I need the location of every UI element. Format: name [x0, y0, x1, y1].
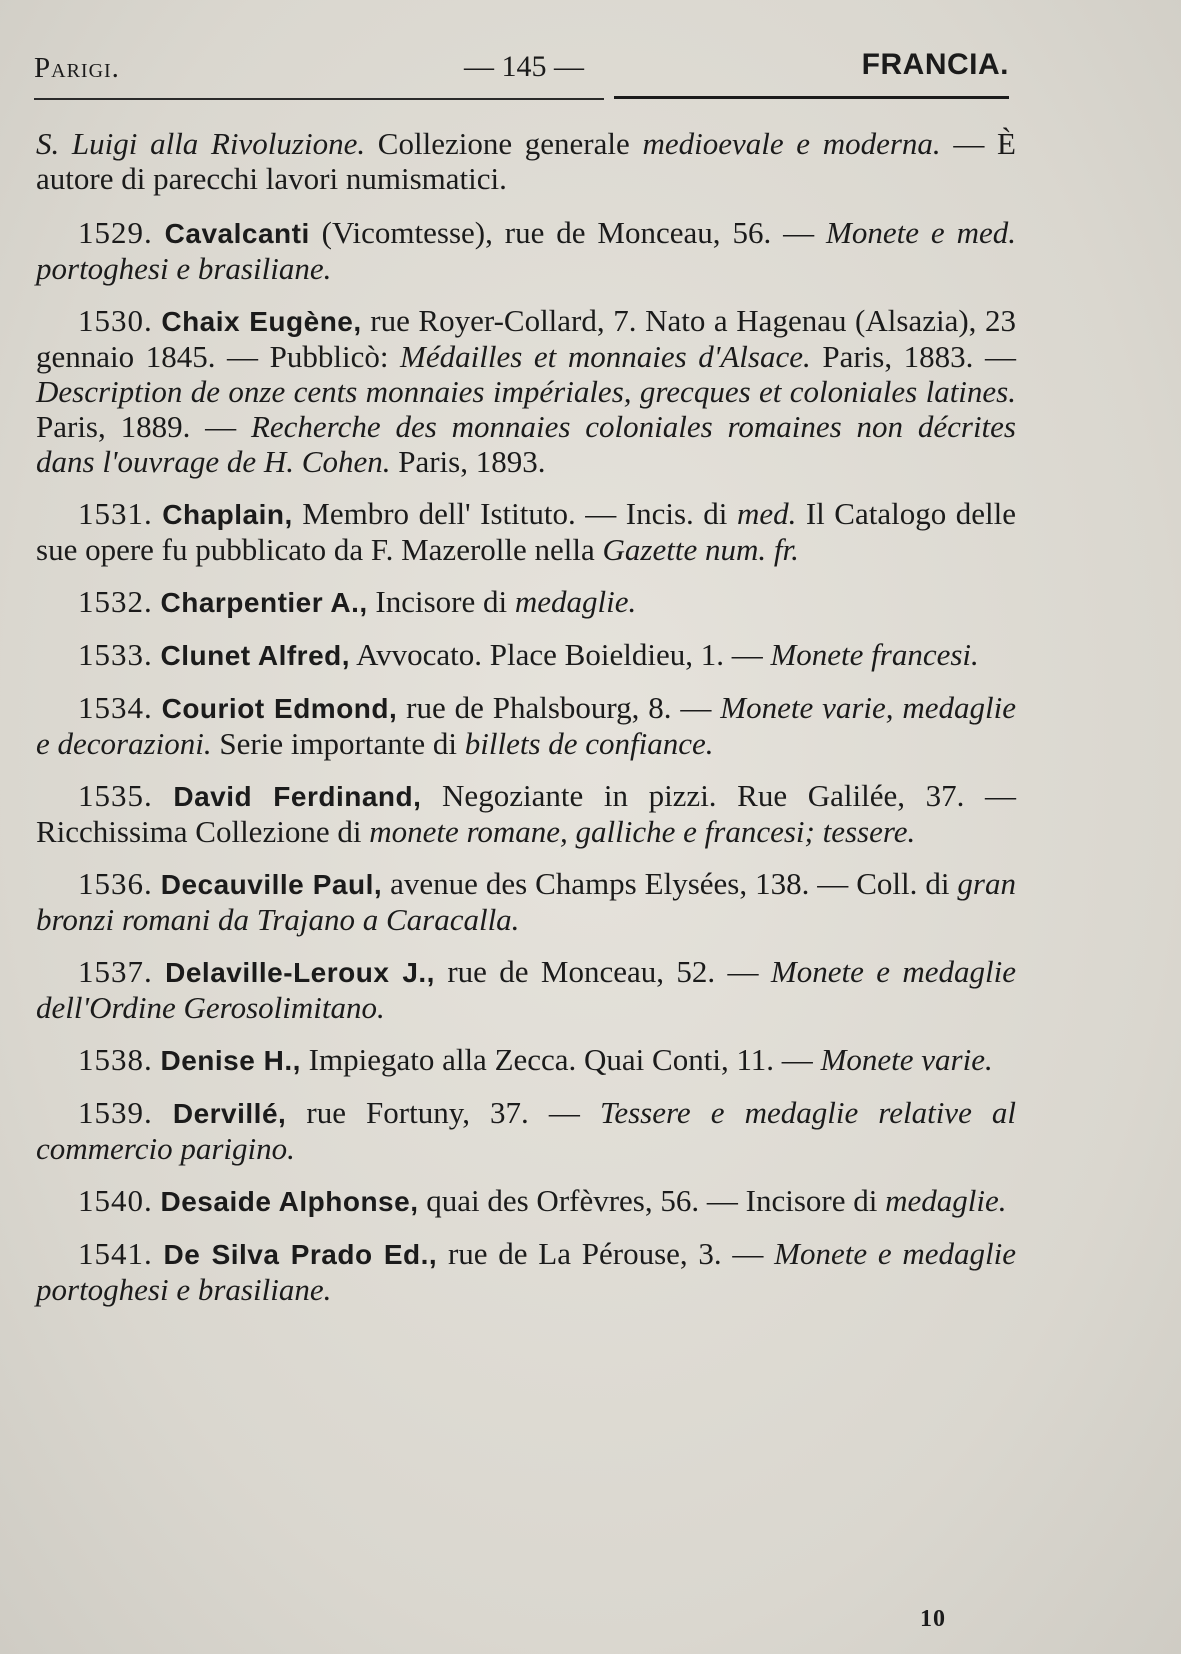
entry-text: Paris, 1893.: [390, 444, 546, 479]
italic-text: Gazette num. fr.: [602, 532, 799, 567]
entry-number: 1539.: [78, 1095, 153, 1130]
entry-text: Impiegato alla Zecca. Quai Conti, 11. —: [300, 1042, 821, 1077]
entry-number: 1537.: [78, 954, 153, 989]
page-number: — 145 —: [464, 50, 584, 83]
italic-text: monete romane, galliche e francesi; tessere.: [369, 814, 916, 849]
directory-entry: [36, 215, 1016, 286]
entry-text: quai des Orfèvres, 56. — Incisore di: [418, 1183, 886, 1218]
header-city: Parigi.: [34, 52, 120, 84]
italic-text: medaglie.: [514, 584, 637, 619]
entry-name: Decauville Paul,: [160, 869, 383, 900]
entry-name: De Silva Prado Ed.,: [163, 1239, 438, 1270]
entry-text: rue Fortuny, 37. —: [286, 1095, 600, 1130]
entry-text: Paris, 1889. —: [36, 409, 251, 444]
italic-text: med.: [736, 496, 797, 531]
entry-text: avenue des Champs Elysées, 138. — Coll. di: [382, 866, 958, 901]
italic-text: Monete e medaglie portoghesi e brasiliane.: [36, 1236, 1016, 1307]
entry-text: Negoziante in pizzi. Rue Galilée, 37. — Ricchissima Collezione di: [36, 778, 1017, 849]
directory-entry: [36, 1183, 1016, 1219]
entry-number: 1534.: [78, 690, 153, 725]
entry-number: 1541.: [78, 1236, 153, 1271]
italic-text: Monete varie.: [820, 1042, 993, 1077]
entry-name: David Ferdinand,: [173, 781, 422, 812]
directory-entry: [36, 1095, 1016, 1166]
entry-text: Il Catalogo delle sue opere fu pubblicato da F. Mazerolle nella: [36, 496, 1016, 567]
entry-number: 1540.: [78, 1183, 153, 1218]
directory-entry: [36, 1236, 1016, 1307]
italic-text: Monete e med. portoghesi e brasiliane.: [36, 215, 1016, 286]
entry-name: Charpentier A.,: [160, 587, 368, 618]
directory-entry: [36, 1042, 1016, 1078]
directory-entry: [36, 866, 1016, 937]
directory-entry: [36, 690, 1016, 761]
signature-mark: 10: [920, 1606, 946, 1632]
entry-number: 1533.: [78, 637, 153, 672]
entry-text: Membro dell' Istituto. — Incis. di: [292, 496, 737, 531]
entry-name: Denise H.,: [160, 1045, 301, 1076]
entry-text: Collezione generale: [365, 126, 643, 161]
italic-text: Monete varie, medaglie e decorazioni.: [36, 690, 1016, 761]
directory-entry: [36, 584, 1016, 620]
entry-name: Chaplain,: [162, 499, 293, 530]
entry-number: 1532.: [78, 584, 153, 619]
entry-number: 1531.: [78, 496, 153, 531]
entry-number: 1536.: [78, 866, 153, 901]
italic-text: Médailles et monnaies d'Alsace.: [400, 339, 811, 374]
entry-number: 1530.: [78, 303, 153, 338]
entry-text: Serie importante di: [211, 726, 465, 761]
entry-number: 1529.: [78, 215, 153, 250]
directory-entry: [36, 303, 1016, 479]
intro-paragraph: [36, 126, 1016, 196]
italic-text: Description de onze cents monnaies impériales, grecques et coloniales latines.: [36, 374, 1016, 409]
entry-text: rue de Phalsbourg, 8. —: [397, 690, 721, 725]
entry-number: 1538.: [78, 1042, 153, 1077]
directory-entry: [36, 496, 1016, 567]
directory-entry: [36, 778, 1016, 849]
directory-text: [36, 126, 1016, 1324]
running-header: [34, 44, 1009, 84]
entry-text: Paris, 1883. —: [810, 339, 1016, 374]
entry-name: Desaide Alphonse,: [160, 1186, 419, 1217]
italic-text: Monete e medaglie dell'Ordine Gerosolimitano.: [36, 954, 1016, 1025]
italic-text: medaglie.: [885, 1183, 1007, 1218]
italic-text: Monete francesi.: [770, 637, 979, 672]
entry-name: Chaix Eugène,: [161, 306, 362, 337]
entry-text: — È autore di parecchi lavori numismatici.: [36, 126, 1016, 196]
header-rule-thin: [34, 98, 604, 100]
entry-text: rue de Monceau, 52. —: [434, 954, 771, 989]
entry-name: Cavalcanti: [164, 218, 310, 249]
entry-text: Avvocato. Place Boieldieu, 1. —: [350, 637, 771, 672]
header-rule-thick: [614, 96, 1009, 99]
entry-name: Delaville-Leroux J.,: [165, 957, 435, 988]
entry-text: Incisore di: [367, 584, 515, 619]
directory-entry: [36, 637, 1016, 673]
entry-text: (Vicomtesse), rue de Monceau, 56. —: [309, 215, 827, 250]
italic-text: medioevale e moderna.: [642, 126, 941, 161]
italic-text: gran bronzi romani da Trajano a Caracalla.: [36, 866, 1016, 937]
italic-text: Tessere e medaglie relative al commercio parigino.: [36, 1095, 1017, 1166]
header-country: FRANCIA.: [861, 48, 1009, 81]
italic-text: Recherche des monnaies coloniales romaines non décrites dans l'ouvrage de H. Cohen.: [36, 409, 1016, 479]
italic-text: billets de confiance.: [464, 726, 714, 761]
entry-text: rue de La Pérouse, 3. —: [437, 1236, 775, 1271]
entry-number: 1535.: [78, 778, 153, 813]
italic-text: S. Luigi alla Rivoluzione.: [36, 126, 366, 161]
entry-name: Clunet Alfred,: [160, 640, 351, 671]
entry-name: Dervillé,: [172, 1098, 287, 1129]
entry-name: Couriot Edmond,: [161, 693, 398, 724]
directory-entry: [36, 954, 1016, 1025]
entry-text: rue Royer-Collard, 7. Nato a Hagenau (Alsazia), 23 gennaio 1845. — Pubblicò:: [36, 303, 1017, 374]
